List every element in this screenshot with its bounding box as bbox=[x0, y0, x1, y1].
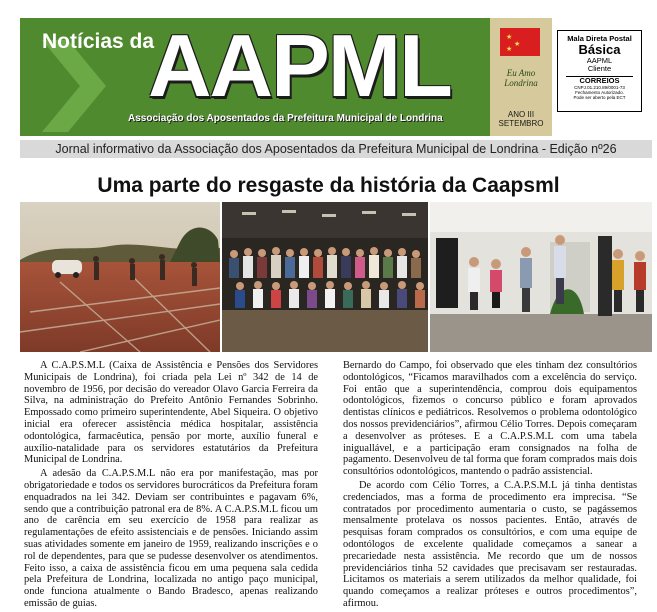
article-column-left bbox=[24, 360, 318, 612]
postal-line6: CNPJ.01.210.89/0001-73 bbox=[574, 85, 625, 90]
postal-line4: Cliente bbox=[587, 64, 612, 73]
article-column-right bbox=[343, 360, 637, 612]
group-photo bbox=[222, 202, 428, 352]
postal-line7: Fechamento Autorizado. bbox=[575, 90, 624, 95]
motto-line2: Londrina bbox=[504, 78, 538, 88]
photo-strip bbox=[20, 202, 652, 352]
londrina-flag-icon: ★ ★ ★ bbox=[500, 28, 540, 56]
edition-year: ANO III bbox=[507, 110, 535, 119]
meeting-photo bbox=[430, 202, 652, 352]
motto bbox=[494, 68, 548, 88]
construction-site-photo bbox=[20, 202, 220, 352]
masthead-title: AAPML bbox=[148, 18, 451, 115]
edition-box bbox=[490, 18, 552, 136]
postal-line8: Pode ser aberto pela ECT bbox=[573, 95, 626, 100]
postal-stamp bbox=[557, 30, 642, 112]
postal-line2: Básica bbox=[578, 42, 621, 57]
headline: Uma parte do resgaste da história da Caapsml bbox=[97, 174, 560, 197]
masthead-noticias: Notícias da bbox=[42, 30, 155, 53]
subtitle-bar: Jornal informativo da Associação dos Aposentados da Prefeitura Municipal de Londrina - Edição nº26 bbox=[20, 140, 652, 158]
edition-month: SETEMBRO bbox=[498, 119, 544, 128]
article-paragraph: Bernardo do Campo, foi observado que eles tinham dez consultórios odontológicos, “Ficamos maravilhados com a excelência do serviço. Foi então que a superintendência, comprou dois equipamentos odontológicos, fizemos o concurso público e foram aprovados dentistas clínicos e pediátricos. Resolvemos o problema odontológico dos nossos previdenciários”, afirmou Célio Torres. Depois começaram a desenvolver as próteses. E a C.A.P.S.M.L com uma tabela iniguallável, e a participação eram consignados na folha de pagamento. Desenvolveu de tal forma que foram comprados mais dois consultórios odontológicos, mantendo o padrão assistencial. bbox=[343, 360, 637, 478]
postal-line5: CORREIOS bbox=[566, 76, 633, 85]
postal-line1: Mala Direta Postal bbox=[567, 34, 632, 43]
masthead bbox=[20, 18, 490, 136]
article-paragraph: A adesão da C.A.P.S.M.L não era por manifestação, mas por obrigatoriedade e todos os servidores burocráticos da Prefeitura foram enquadrados na lei 342. Deviam ser contribuintes e pagavam 6%, sendo que a contribuição patronal era de 8%. A C.A.P.S.M.L ficou um ano de carência em seu exercício de 1958 para realizar as regulamentações de efeito assistenciais e de pensões. Iniciando assim suas atividades somente em janeiro de 1959, realizando inscrições e o rol de dependentes, para que se pudesse desenvolver os atendimentos. Feito isso, a caixa de assistência ficou em uma pequena sala cedida pela Prefeitura de Londrina, localizada no antigo paço municipal, onde funciona atualmente o Bando Bradesco, apenas realizando emissão de guias. bbox=[24, 468, 318, 609]
masthead-association: Associação dos Aposentados da Prefeitura Municipal de Londrina bbox=[128, 113, 443, 124]
edition-info bbox=[490, 110, 552, 128]
article-paragraph: De acordo com Célio Torres, a C.A.P.S.M.L já tinha dentistas credenciados, mas a forma de procedimento era imprecisa. “Se contratados por procedimento aumentaria o custo, se pagássemos mensalmente protelava os nossos pacientes. Então, através de pesquisas foram comprados os consultórios, e com uma equipe de odontólogos de excelente qualidade começamos a sanear a precariedade nesta assistência. Me recordo que um de nossos previdenciários tinha 52 cavidades que precisavam ser restauradas. Licitamos os materiais a serem utilizados da melhor qualidade, foi quando começamos a realizar próteses e outros procedimentos”, afirmou. bbox=[343, 479, 637, 609]
article-paragraph: A C.A.P.S.M.L (Caixa de Assistência e Pensões dos Servidores Municipais de Londrina), foi criada pela Lei nº 342 de 14 de novembro de 1956, por decisão do vereador Olavo Garcia Ferreira da Silva, na administração do Prefeito Antônio Fernandes Sobrinho. Empossado como primeiro superintendente, Abel Siqueira. O objetivo inicial era oferecer assistência médica hospitalar, assistência odontológica, farmacêutica, pensão por morte, auxílio funeral e auxílio-natalidade para os servidores estatutários da Prefeitura Municipal de Londrina. bbox=[24, 360, 318, 466]
postal-line3: AAPML bbox=[586, 56, 613, 65]
motto-line1: Eu Amo bbox=[506, 68, 536, 78]
